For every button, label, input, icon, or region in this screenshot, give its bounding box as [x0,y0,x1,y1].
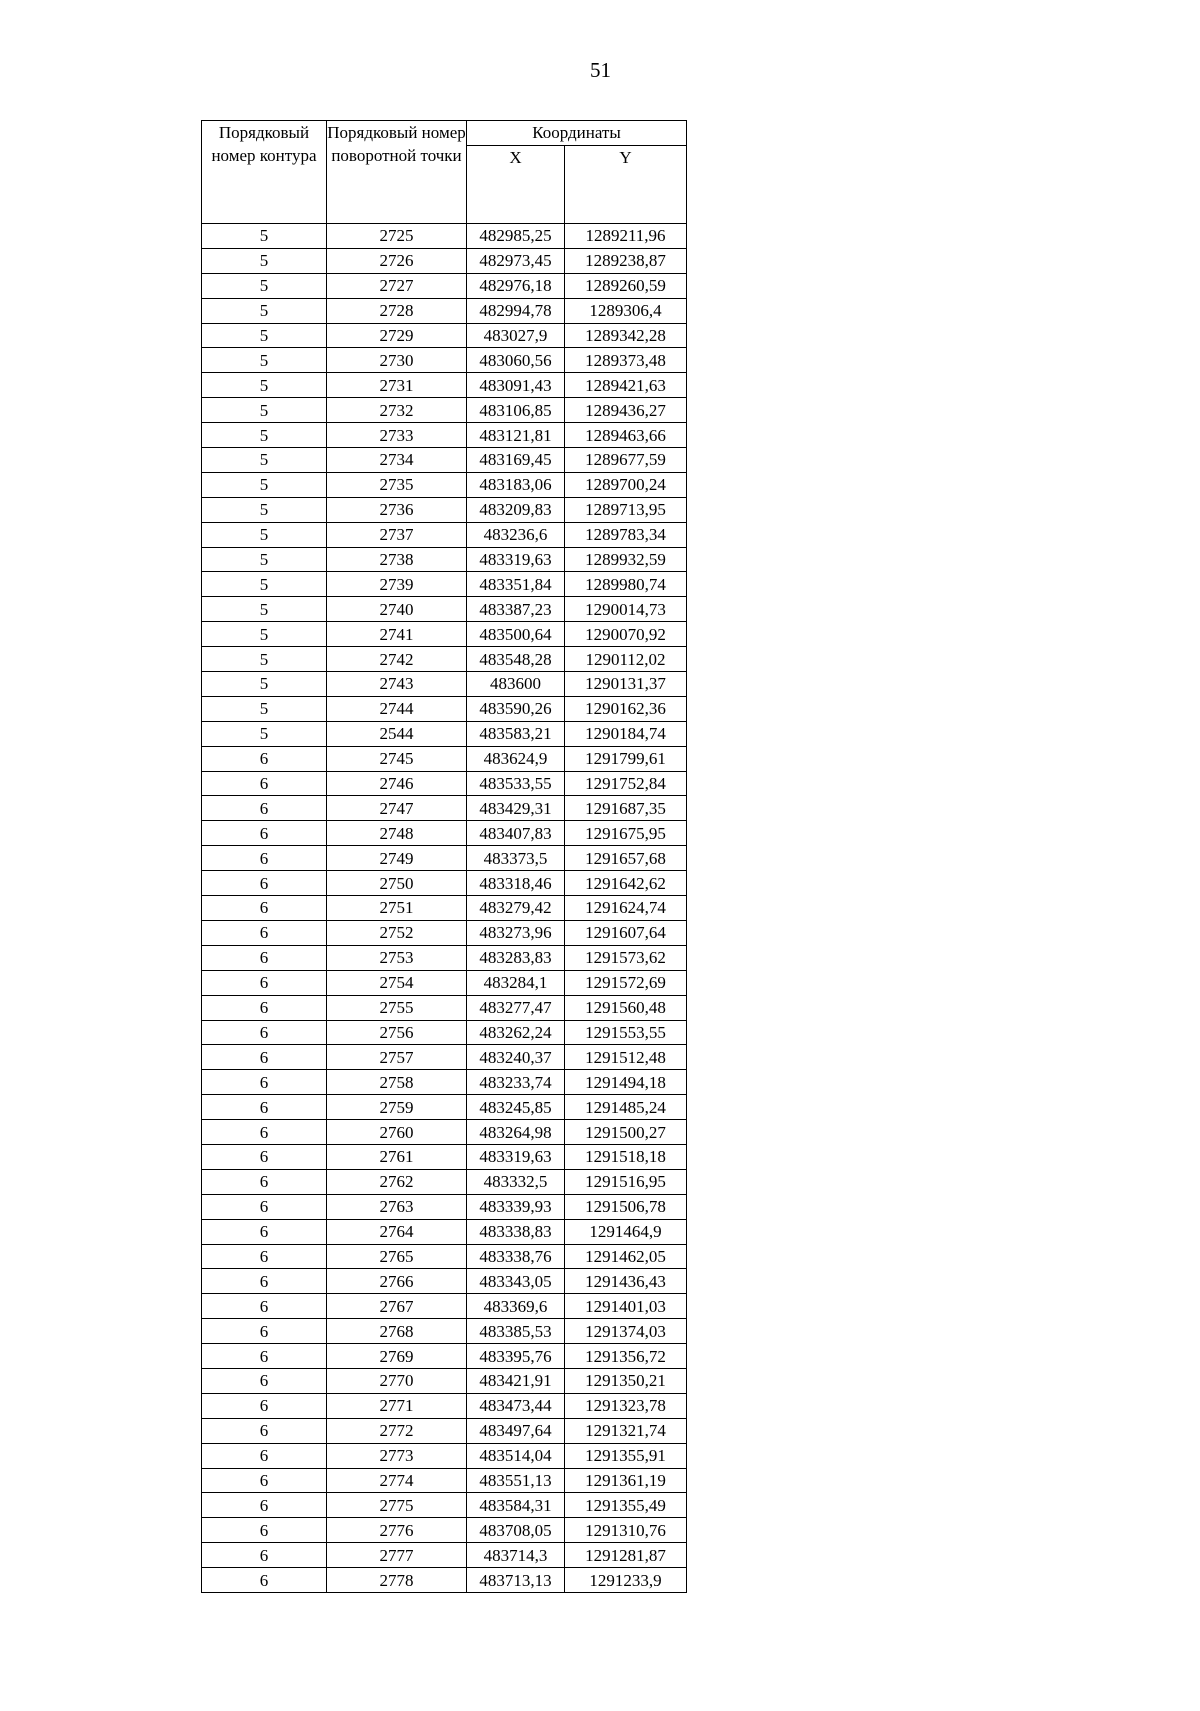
table-row [202,522,687,547]
y-coordinate-cell: 1291485,24 [565,1095,687,1120]
contour-number-cell: 6 [202,945,327,970]
y-coordinate-cell: 1291516,95 [565,1169,687,1194]
y-coordinate-cell: 1290184,74 [565,721,687,746]
contour-number-cell: 5 [202,348,327,373]
y-coordinate-cell: 1289677,59 [565,448,687,473]
contour-number-cell: 5 [202,224,327,249]
table-row [202,373,687,398]
x-coordinate-cell: 483245,85 [467,1095,565,1120]
y-coordinate-cell: 1291642,62 [565,871,687,896]
point-number-cell: 2771 [327,1393,467,1418]
x-coordinate-cell: 483514,04 [467,1443,565,1468]
point-number-cell: 2729 [327,323,467,348]
contour-number-cell: 6 [202,1418,327,1443]
y-coordinate-cell: 1289238,87 [565,248,687,273]
table-row [202,224,687,249]
point-number-cell: 2741 [327,622,467,647]
contour-number-cell: 5 [202,448,327,473]
table-row [202,920,687,945]
table-row [202,846,687,871]
point-number-cell: 2728 [327,298,467,323]
point-number-cell: 2725 [327,224,467,249]
table-row [202,1169,687,1194]
point-number-cell: 2731 [327,373,467,398]
table-row [202,1418,687,1443]
y-coordinate-cell: 1291281,87 [565,1543,687,1568]
y-coordinate-cell: 1291401,03 [565,1294,687,1319]
point-number-cell: 2762 [327,1169,467,1194]
x-coordinate-cell: 482985,25 [467,224,565,249]
table-row [202,746,687,771]
contour-number-cell: 6 [202,821,327,846]
y-coordinate-cell: 1289713,95 [565,497,687,522]
table-row [202,945,687,970]
table-row [202,672,687,697]
y-coordinate-cell: 1291506,78 [565,1194,687,1219]
point-number-cell: 2744 [327,696,467,721]
contour-number-cell: 5 [202,522,327,547]
header-contour-number: Порядковый номер контура [202,121,327,224]
x-coordinate-cell: 483279,42 [467,896,565,921]
y-coordinate-cell: 1289306,4 [565,298,687,323]
x-coordinate-cell: 483284,1 [467,970,565,995]
x-coordinate-cell: 483027,9 [467,323,565,348]
y-coordinate-cell: 1289421,63 [565,373,687,398]
y-coordinate-cell: 1291675,95 [565,821,687,846]
table-row [202,448,687,473]
table-row [202,1568,687,1593]
y-coordinate-cell: 1291321,74 [565,1418,687,1443]
y-coordinate-cell: 1291518,18 [565,1144,687,1169]
table-row [202,1344,687,1369]
x-coordinate-cell: 483497,64 [467,1418,565,1443]
table-row [202,248,687,273]
table-row [202,796,687,821]
contour-number-cell: 6 [202,1194,327,1219]
y-coordinate-cell: 1289783,34 [565,522,687,547]
y-coordinate-cell: 1290112,02 [565,647,687,672]
x-coordinate-cell: 482973,45 [467,248,565,273]
table-row [202,721,687,746]
point-number-cell: 2772 [327,1418,467,1443]
contour-number-cell: 6 [202,896,327,921]
contour-number-cell: 5 [202,622,327,647]
point-number-cell: 2757 [327,1045,467,1070]
point-number-cell: 2768 [327,1319,467,1344]
point-number-cell: 2760 [327,1120,467,1145]
point-number-cell: 2758 [327,1070,467,1095]
contour-number-cell: 6 [202,1344,327,1369]
point-number-cell: 2742 [327,647,467,672]
point-number-cell: 2756 [327,1020,467,1045]
y-coordinate-cell: 1289932,59 [565,547,687,572]
contour-number-cell: 6 [202,1045,327,1070]
x-coordinate-cell: 483169,45 [467,448,565,473]
point-number-cell: 2734 [327,448,467,473]
point-number-cell: 2751 [327,896,467,921]
point-number-cell: 2767 [327,1294,467,1319]
contour-number-cell: 6 [202,1543,327,1568]
contour-number-cell: 6 [202,1568,327,1593]
contour-number-cell: 6 [202,871,327,896]
x-coordinate-cell: 483548,28 [467,647,565,672]
y-coordinate-cell: 1291355,49 [565,1493,687,1518]
table-row [202,896,687,921]
table-row [202,771,687,796]
x-coordinate-cell: 483183,06 [467,472,565,497]
point-number-cell: 2773 [327,1443,467,1468]
point-number-cell: 2743 [327,672,467,697]
y-coordinate-cell: 1291436,43 [565,1269,687,1294]
x-coordinate-cell: 483240,37 [467,1045,565,1070]
point-number-cell: 2749 [327,846,467,871]
table-row [202,1294,687,1319]
contour-number-cell: 5 [202,497,327,522]
contour-number-cell: 6 [202,771,327,796]
table-row [202,572,687,597]
x-coordinate-cell: 483106,85 [467,398,565,423]
table-row [202,1219,687,1244]
table-row [202,647,687,672]
y-coordinate-cell: 1291350,21 [565,1368,687,1393]
table-row [202,472,687,497]
x-coordinate-cell: 483373,5 [467,846,565,871]
table-row [202,970,687,995]
point-number-cell: 2759 [327,1095,467,1120]
contour-number-cell: 5 [202,696,327,721]
point-number-cell: 2754 [327,970,467,995]
table-row [202,1443,687,1468]
x-coordinate-cell: 483385,53 [467,1319,565,1344]
x-coordinate-cell: 483551,13 [467,1468,565,1493]
table-header [202,121,687,224]
point-number-cell: 2764 [327,1219,467,1244]
point-number-cell: 2750 [327,871,467,896]
table-row [202,622,687,647]
table-row [202,323,687,348]
contour-number-cell: 6 [202,1070,327,1095]
x-coordinate-cell: 483395,76 [467,1344,565,1369]
point-number-cell: 2753 [327,945,467,970]
contour-number-cell: 6 [202,995,327,1020]
x-coordinate-cell: 483387,23 [467,597,565,622]
y-coordinate-cell: 1291607,64 [565,920,687,945]
contour-number-cell: 6 [202,1518,327,1543]
point-number-cell: 2770 [327,1368,467,1393]
x-coordinate-cell: 483091,43 [467,373,565,398]
x-coordinate-cell: 483429,31 [467,796,565,821]
x-coordinate-cell: 482976,18 [467,273,565,298]
point-number-cell: 2726 [327,248,467,273]
x-coordinate-cell: 483583,21 [467,721,565,746]
point-number-cell: 2776 [327,1518,467,1543]
contour-number-cell: 6 [202,796,327,821]
x-coordinate-cell: 483500,64 [467,622,565,647]
x-coordinate-cell: 483421,91 [467,1368,565,1393]
point-number-cell: 2733 [327,423,467,448]
x-coordinate-cell: 483600 [467,672,565,697]
y-coordinate-cell: 1289436,27 [565,398,687,423]
contour-number-cell: 6 [202,1468,327,1493]
contour-number-cell: 5 [202,672,327,697]
table-row [202,1543,687,1568]
table-row [202,1493,687,1518]
table-row [202,497,687,522]
table-row [202,1144,687,1169]
point-number-cell: 2730 [327,348,467,373]
x-coordinate-cell: 483060,56 [467,348,565,373]
contour-number-cell: 5 [202,248,327,273]
contour-number-cell: 5 [202,547,327,572]
x-coordinate-cell: 483338,83 [467,1219,565,1244]
point-number-cell: 2752 [327,920,467,945]
point-number-cell: 2775 [327,1493,467,1518]
y-coordinate-cell: 1291624,74 [565,896,687,921]
point-number-cell: 2745 [327,746,467,771]
contour-number-cell: 6 [202,1219,327,1244]
point-number-cell: 2740 [327,597,467,622]
table-row [202,1020,687,1045]
contour-number-cell: 6 [202,1269,327,1294]
y-coordinate-cell: 1291687,35 [565,796,687,821]
y-coordinate-cell: 1291494,18 [565,1070,687,1095]
y-coordinate-cell: 1291462,05 [565,1244,687,1269]
y-coordinate-cell: 1291657,68 [565,846,687,871]
contour-number-cell: 5 [202,721,327,746]
table-body [202,224,687,1593]
point-number-cell: 2747 [327,796,467,821]
y-coordinate-cell: 1291512,48 [565,1045,687,1070]
x-coordinate-cell: 483473,44 [467,1393,565,1418]
y-coordinate-cell: 1291361,19 [565,1468,687,1493]
table-row [202,1468,687,1493]
y-coordinate-cell: 1291752,84 [565,771,687,796]
table-row [202,1120,687,1145]
x-coordinate-cell: 483262,24 [467,1020,565,1045]
y-coordinate-cell: 1291374,03 [565,1319,687,1344]
contour-number-cell: 6 [202,1020,327,1045]
table-row [202,1045,687,1070]
contour-number-cell: 5 [202,423,327,448]
contour-number-cell: 6 [202,1244,327,1269]
point-number-cell: 2737 [327,522,467,547]
contour-number-cell: 6 [202,1368,327,1393]
table-row [202,1095,687,1120]
contour-number-cell: 5 [202,298,327,323]
x-coordinate-cell: 483277,47 [467,995,565,1020]
point-number-cell: 2732 [327,398,467,423]
contour-number-cell: 5 [202,647,327,672]
x-coordinate-cell: 483407,83 [467,821,565,846]
y-coordinate-cell: 1290070,92 [565,622,687,647]
point-number-cell: 2735 [327,472,467,497]
x-coordinate-cell: 483209,83 [467,497,565,522]
table-row [202,1368,687,1393]
contour-number-cell: 5 [202,472,327,497]
table-row [202,348,687,373]
y-coordinate-cell: 1289211,96 [565,224,687,249]
table-row [202,1319,687,1344]
table-row [202,1269,687,1294]
y-coordinate-cell: 1291553,55 [565,1020,687,1045]
y-coordinate-cell: 1291464,9 [565,1219,687,1244]
y-coordinate-cell: 1291355,91 [565,1443,687,1468]
point-number-cell: 2778 [327,1568,467,1593]
y-coordinate-cell: 1291310,76 [565,1518,687,1543]
coordinates-table [201,120,687,1593]
x-coordinate-cell: 483624,9 [467,746,565,771]
table-row [202,821,687,846]
table-row [202,871,687,896]
x-coordinate-cell: 483713,13 [467,1568,565,1593]
x-coordinate-cell: 483264,98 [467,1120,565,1145]
table-row [202,597,687,622]
y-coordinate-cell: 1289342,28 [565,323,687,348]
y-coordinate-cell: 1290131,37 [565,672,687,697]
table-row [202,995,687,1020]
contour-number-cell: 6 [202,846,327,871]
table-row [202,1070,687,1095]
x-coordinate-cell: 483236,6 [467,522,565,547]
contour-number-cell: 6 [202,1095,327,1120]
y-coordinate-cell: 1291323,78 [565,1393,687,1418]
y-coordinate-cell: 1290014,73 [565,597,687,622]
table-row [202,298,687,323]
table-row [202,1194,687,1219]
contour-number-cell: 6 [202,1144,327,1169]
point-number-cell: 2766 [327,1269,467,1294]
x-coordinate-cell: 483708,05 [467,1518,565,1543]
contour-number-cell: 6 [202,1120,327,1145]
page-number: 51 [590,58,611,82]
table-row [202,273,687,298]
y-coordinate-cell: 1291799,61 [565,746,687,771]
contour-number-cell: 6 [202,1443,327,1468]
contour-number-cell: 6 [202,1169,327,1194]
y-coordinate-cell: 1289700,24 [565,472,687,497]
table-row [202,696,687,721]
x-coordinate-cell: 483332,5 [467,1169,565,1194]
table-row [202,1393,687,1418]
point-number-cell: 2763 [327,1194,467,1219]
table-row [202,423,687,448]
y-coordinate-cell: 1291572,69 [565,970,687,995]
table-row [202,1244,687,1269]
x-coordinate-cell: 483714,3 [467,1543,565,1568]
point-number-cell: 2761 [327,1144,467,1169]
point-number-cell: 2769 [327,1344,467,1369]
table-row [202,1518,687,1543]
y-coordinate-cell: 1291573,62 [565,945,687,970]
x-coordinate-cell: 483584,31 [467,1493,565,1518]
contour-number-cell: 5 [202,323,327,348]
x-coordinate-cell: 482994,78 [467,298,565,323]
x-coordinate-cell: 483233,74 [467,1070,565,1095]
header-y: Y [565,146,687,224]
contour-number-cell: 6 [202,970,327,995]
point-number-cell: 2774 [327,1468,467,1493]
x-coordinate-cell: 483351,84 [467,572,565,597]
point-number-cell: 2777 [327,1543,467,1568]
point-number-cell: 2746 [327,771,467,796]
x-coordinate-cell: 483343,05 [467,1269,565,1294]
x-coordinate-cell: 483533,55 [467,771,565,796]
x-coordinate-cell: 483319,63 [467,1144,565,1169]
header-x: X [467,146,565,224]
point-number-cell: 2738 [327,547,467,572]
x-coordinate-cell: 483590,26 [467,696,565,721]
y-coordinate-cell: 1289373,48 [565,348,687,373]
y-coordinate-cell: 1291560,48 [565,995,687,1020]
y-coordinate-cell: 1289463,66 [565,423,687,448]
contour-number-cell: 5 [202,273,327,298]
contour-number-cell: 5 [202,398,327,423]
x-coordinate-cell: 483319,63 [467,547,565,572]
x-coordinate-cell: 483339,93 [467,1194,565,1219]
y-coordinate-cell: 1291500,27 [565,1120,687,1145]
header-coordinates: Координаты [467,121,687,146]
y-coordinate-cell: 1290162,36 [565,696,687,721]
header-point-number: Порядковый номер поворотной точки [327,121,467,224]
y-coordinate-cell: 1289980,74 [565,572,687,597]
point-number-cell: 2748 [327,821,467,846]
y-coordinate-cell: 1291233,9 [565,1568,687,1593]
point-number-cell: 2765 [327,1244,467,1269]
point-number-cell: 2544 [327,721,467,746]
contour-number-cell: 6 [202,746,327,771]
y-coordinate-cell: 1291356,72 [565,1344,687,1369]
y-coordinate-cell: 1289260,59 [565,273,687,298]
contour-number-cell: 6 [202,1294,327,1319]
table-row [202,547,687,572]
x-coordinate-cell: 483121,81 [467,423,565,448]
point-number-cell: 2736 [327,497,467,522]
contour-number-cell: 5 [202,597,327,622]
contour-number-cell: 6 [202,920,327,945]
contour-number-cell: 6 [202,1319,327,1344]
point-number-cell: 2739 [327,572,467,597]
contour-number-cell: 6 [202,1393,327,1418]
x-coordinate-cell: 483273,96 [467,920,565,945]
x-coordinate-cell: 483283,83 [467,945,565,970]
x-coordinate-cell: 483318,46 [467,871,565,896]
table-row [202,398,687,423]
contour-number-cell: 6 [202,1493,327,1518]
contour-number-cell: 5 [202,572,327,597]
x-coordinate-cell: 483338,76 [467,1244,565,1269]
point-number-cell: 2727 [327,273,467,298]
x-coordinate-cell: 483369,6 [467,1294,565,1319]
point-number-cell: 2755 [327,995,467,1020]
contour-number-cell: 5 [202,373,327,398]
